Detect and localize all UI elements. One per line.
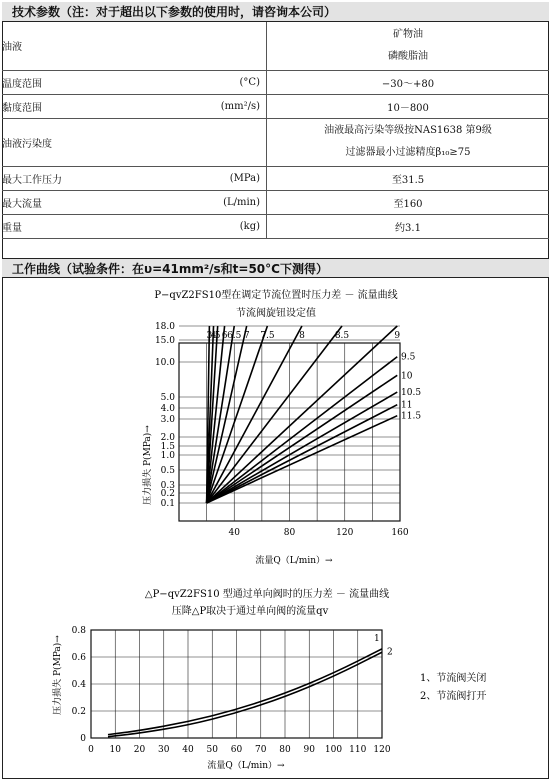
curve-line (108, 652, 382, 736)
y-tick-label: 0.5 (160, 466, 175, 476)
x-tick-label: 50 (206, 745, 218, 755)
legend-item: 1、节流阀关闭 (420, 673, 487, 684)
curve-label: 11.5 (401, 411, 422, 422)
curve-label: 6 (221, 331, 228, 341)
table-spacer-row (2, 238, 549, 258)
y-tick-label: 5.0 (160, 393, 175, 403)
curve-label: 4 (210, 331, 217, 341)
y-tick-label: 0 (80, 734, 86, 744)
curve-label: 10.5 (401, 388, 422, 399)
y-tick-label: 18.0 (154, 322, 175, 332)
y-tick-label: 0.1 (160, 499, 175, 509)
y-tick-label: 0.8 (71, 626, 86, 636)
param-value-line: 磷酸脂油 (388, 50, 428, 62)
chart-title: P−qvZ2FS10型在调定节流位置时压力差 － 流量曲线 (154, 290, 398, 301)
x-tick-label: 10 (109, 745, 121, 755)
curve-line (207, 326, 401, 503)
x-tick-label: 120 (373, 745, 391, 755)
param-name: 油液 (2, 22, 202, 70)
table-row (2, 94, 549, 118)
curve-label: 7.5 (260, 331, 275, 341)
y-tick-label: 1.5 (160, 442, 175, 452)
check-valve-pressure-chart (0, 583, 552, 778)
curve-label: 8 (299, 331, 305, 341)
x-axis-label: 流量Q（L/min）→ (207, 761, 285, 771)
spec-section-title: 技术参数（注：对于超出以下参数的使用时，请咨询本公司） (2, 2, 549, 22)
param-name: 重量 (2, 214, 202, 238)
x-axis-label: 流量Q（L/min）→ (255, 556, 333, 566)
param-value-line: 矿物油 (393, 28, 423, 40)
y-axis-label: 压力损失 P(MPa)→ (53, 635, 63, 715)
table-row (2, 166, 549, 190)
y-tick-label: 0.2 (160, 489, 175, 499)
x-tick-label: 40 (228, 528, 240, 538)
chart-subtitle: 压降△P取决于通过单向阀的流量qv (171, 606, 329, 617)
curve-label: 7 (243, 331, 250, 341)
curve-label: 3 (206, 331, 213, 341)
param-value: 10－800 (267, 94, 550, 118)
param-value (267, 22, 550, 70)
param-value: 至31.5 (267, 166, 550, 190)
y-tick-label: 2.0 (160, 433, 175, 443)
spec-table (2, 22, 549, 258)
curve-label: 8.5 (334, 331, 350, 341)
param-unit: (MPa) (202, 166, 267, 190)
param-name: 最大流量 (2, 190, 202, 214)
y-tick-label: 3.0 (160, 415, 175, 425)
table-row (2, 22, 549, 70)
y-tick-label: 0.3 (160, 481, 175, 491)
param-unit: (L/min) (202, 190, 267, 214)
x-tick-label: 80 (283, 528, 296, 538)
curve-label: 5 (214, 331, 221, 341)
curve-line (108, 649, 382, 735)
x-tick-label: 80 (279, 745, 291, 755)
y-tick-label: 15.0 (154, 336, 175, 346)
x-tick-label: 0 (88, 745, 94, 755)
table-row (2, 214, 549, 238)
pressure-flow-chart (0, 280, 552, 570)
y-axis-label: 压力损失 P(MPa)→ (143, 425, 153, 505)
param-value: −30～+80 (267, 70, 550, 94)
y-tick-label: 10.0 (154, 358, 175, 368)
param-unit: (mm²/s) (202, 94, 267, 118)
curve-label: 10 (401, 371, 413, 382)
param-unit (202, 118, 267, 166)
curve-label: 6.5 (227, 331, 242, 341)
chart-title: △P−qvZ2FS10 型通过单向阀时的压力差 － 流量曲线 (144, 589, 390, 600)
param-name: 黏度范围 (2, 94, 202, 118)
x-tick-label: 40 (182, 745, 194, 755)
legend-item: 2、节流阀打开 (420, 691, 487, 702)
table-row (2, 190, 549, 214)
curve-label: 11 (401, 400, 413, 411)
x-tick-label: 160 (391, 528, 409, 538)
curve-label: 9 (394, 331, 401, 341)
curve-label: 9.5 (401, 352, 416, 363)
param-unit (202, 22, 267, 70)
param-value: 至160 (267, 190, 550, 214)
param-name: 油液污染度 (2, 118, 202, 166)
param-value: 约3.1 (267, 214, 550, 238)
x-tick-label: 120 (336, 528, 354, 538)
x-tick-label: 20 (133, 745, 146, 755)
table-row (2, 118, 549, 166)
curve-line (207, 416, 398, 503)
param-value (267, 118, 550, 166)
param-name: 最大工作压力 (2, 166, 202, 190)
chart-subtitle: 节流阀旋钮设定值 (236, 308, 316, 319)
x-tick-label: 90 (303, 745, 315, 755)
param-value-line: 过滤器最小过滤精度β₁₀≥75 (345, 147, 471, 158)
x-tick-label: 30 (158, 745, 170, 755)
param-name: 温度范围 (2, 70, 202, 94)
curve-label: 1 (374, 633, 380, 644)
y-tick-label: 4.0 (160, 404, 175, 414)
table-row (2, 70, 549, 94)
param-unit: (°C) (202, 70, 267, 94)
y-tick-label: 0.2 (71, 707, 86, 717)
curve-section-title: 工作曲线（试验条件：在υ=41mm²/s和t=50°C下测得） (2, 258, 549, 278)
x-tick-label: 100 (324, 745, 343, 755)
y-tick-label: 0.6 (71, 653, 86, 663)
x-tick-label: 60 (230, 745, 243, 755)
curve-label: 2 (387, 647, 393, 658)
curve-line (207, 375, 398, 503)
y-tick-label: 1.0 (160, 451, 175, 461)
x-tick-label: 110 (349, 745, 367, 755)
curve-line (207, 392, 398, 503)
y-tick-label: 0.4 (71, 680, 86, 690)
param-unit: (kg) (202, 214, 267, 238)
x-tick-label: 70 (255, 745, 267, 755)
param-value-line: 油液最高污染等级按NAS1638 第9级 (324, 125, 492, 136)
